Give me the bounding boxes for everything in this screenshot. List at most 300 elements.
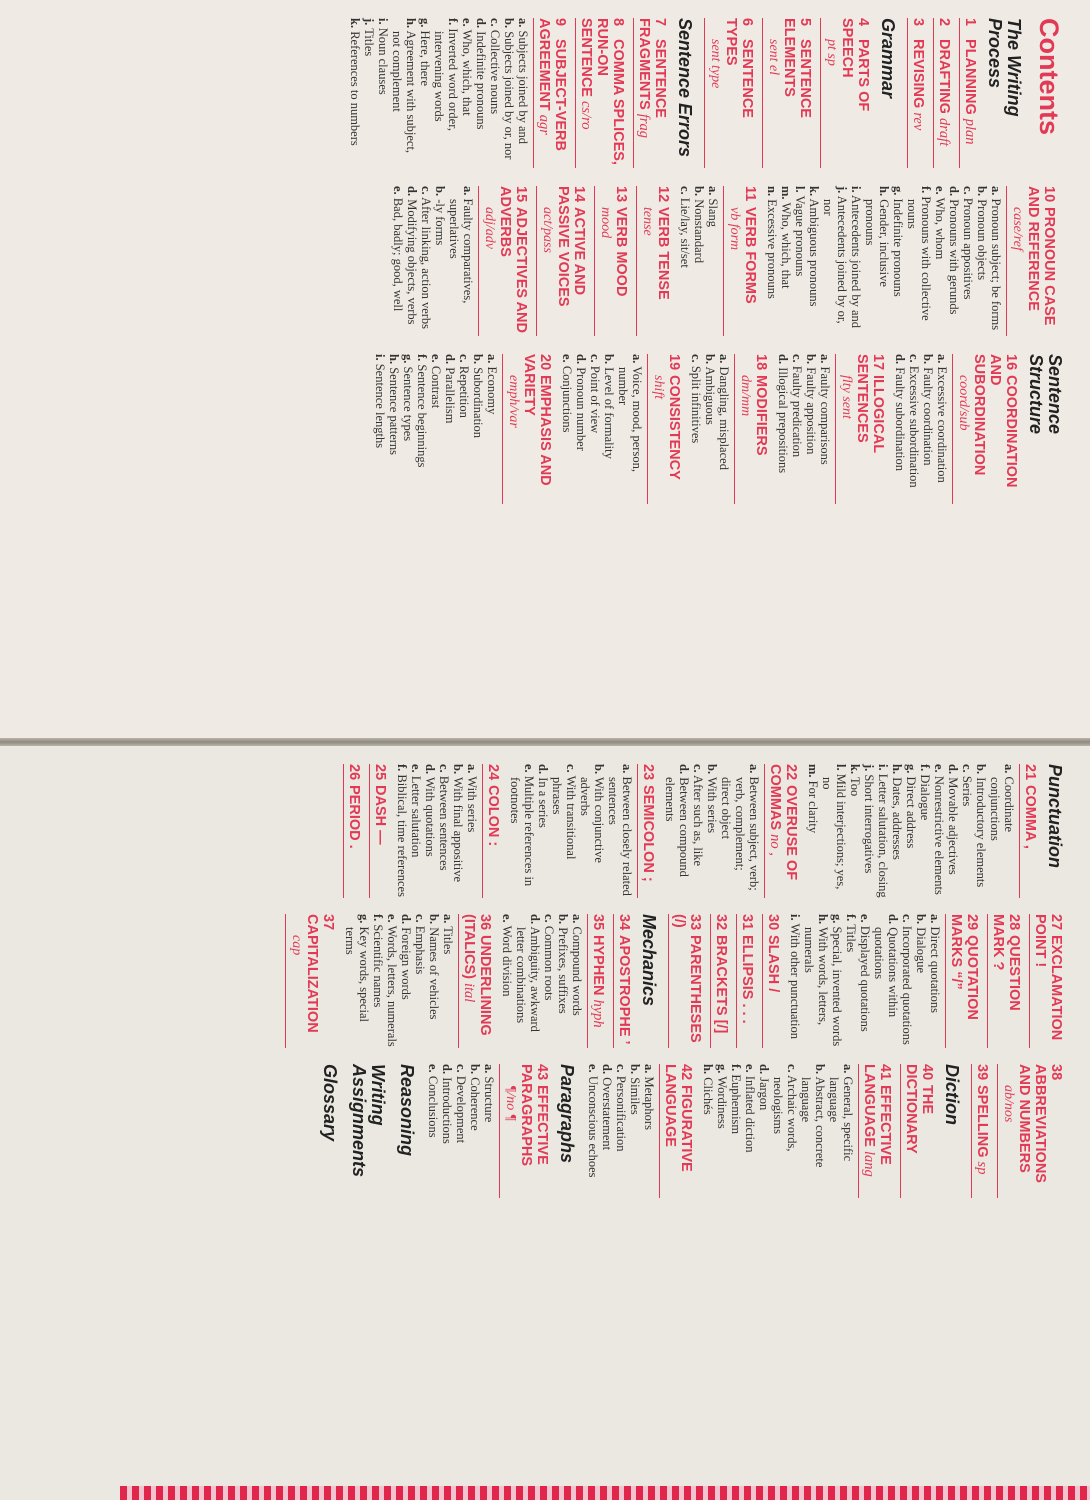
section-29-quotation-marks[interactable]: 29QUOTATION MARKS “/” (945, 914, 980, 1048)
subsection-letter: f. (844, 914, 858, 922)
section-35-hyphen[interactable]: 35HYPHEN hyph (587, 914, 606, 1048)
subsection-item[interactable] (348, 18, 362, 168)
subsection-text: Dialogue (914, 927, 928, 974)
subsection-letter: i. (849, 186, 863, 193)
section-34-apostrophe[interactable]: 34APOSTROPHE ’ (613, 914, 632, 1048)
subsection-item[interactable] (890, 764, 904, 898)
subsection-item[interactable] (433, 186, 447, 336)
subsection-list (678, 186, 720, 336)
subsection-letter: b. (471, 354, 485, 365)
subsection-letter: b. (592, 764, 606, 775)
subsection-item[interactable] (409, 764, 423, 898)
section-26-period[interactable]: 26PERIOD . (343, 764, 362, 898)
subsection-item[interactable] (793, 186, 807, 336)
subsection-letter: b. (914, 914, 928, 925)
subsection-item[interactable] (743, 1064, 757, 1198)
subsection-item[interactable] (933, 186, 947, 336)
subsection-item[interactable] (790, 354, 804, 504)
subsection-text: Sentence patterns (387, 367, 401, 456)
subsection-letter: a. (570, 914, 584, 924)
subsection-item[interactable] (706, 186, 720, 336)
subsection-letter: b. (451, 764, 465, 775)
subsection-text: With transitional phrases (550, 775, 578, 860)
subsection-item[interactable] (570, 914, 584, 1048)
subsection-letter: c. (437, 764, 451, 773)
subsection-item[interactable] (975, 186, 989, 336)
subsection-item[interactable] (451, 764, 465, 898)
subsection-item[interactable] (387, 354, 401, 504)
section-32-brackets[interactable]: 32BRACKETS [/] (710, 914, 729, 1048)
section-1-planning[interactable]: 1PLANNING plan (959, 18, 978, 168)
subsection-item[interactable] (385, 914, 399, 1048)
subsection-text: Between compound elements (663, 777, 691, 877)
subsection-item[interactable] (432, 18, 460, 168)
subsection-text: Faulty comparisons (818, 366, 832, 465)
subsection-item[interactable] (578, 764, 606, 898)
subsection-text: Overstatement (600, 1077, 614, 1151)
subsection-letter: d. (757, 1064, 771, 1075)
contents-column-6 (18, 1064, 1064, 1198)
section-4-parts-of-speech[interactable]: 4PARTS OF SPEECH pt sp (820, 18, 871, 168)
section-abbr: case/ref (1010, 207, 1025, 251)
subsection-item[interactable] (799, 1064, 827, 1198)
subsection-letter: e. (385, 914, 399, 923)
section-8-comma-splices[interactable]: 8COMMA SPLICES, RUN-ON SENTENCE cs/ro (575, 18, 626, 168)
subsection-letter: c. (691, 764, 705, 773)
section-abbr: dm/mm (738, 375, 753, 417)
subsection-text: Here, there (418, 30, 432, 87)
section-7-sentence-fragments[interactable]: 7SENTENCE FRAGMENTS frag (633, 18, 668, 168)
subsection-item[interactable] (947, 186, 961, 336)
section-20-emphasis-variety[interactable]: 20EMPHASIS AND VARIETY emph/var (502, 354, 553, 504)
subsection-item[interactable] (900, 914, 914, 1048)
section-37-capitalization[interactable]: 37CAPITALIZATION cap (285, 914, 336, 1048)
subsection-text: Compound words (570, 926, 584, 1016)
subsection-letter: d. (600, 1064, 614, 1075)
section-27-exclamation-point[interactable]: 27EXCLAMATION POINT ! (1029, 914, 1064, 1048)
subsection-text: Movable adjectives (946, 777, 960, 875)
section-28-question-mark[interactable]: 28QUESTION MARK ? (987, 914, 1022, 1048)
subsection-letter: g. (715, 1064, 729, 1074)
section-17-illogical-sentences[interactable]: 17ILLOGICAL SENTENCES flty sent (835, 354, 886, 504)
section-38-abbreviations-numbers[interactable]: 38ABBREVIATIONS AND NUMBERS ab/nos (997, 1064, 1064, 1198)
subsection-letter: c. (419, 186, 433, 195)
subsection-text: Indefinite pronouns (474, 31, 488, 130)
subsection-item[interactable] (872, 914, 900, 1048)
subsection-item[interactable] (932, 764, 946, 898)
subsection-item[interactable] (863, 186, 891, 336)
subsection-text: Foreign words (399, 927, 413, 1000)
subsection-item[interactable] (642, 1064, 656, 1198)
subsection-text: Pronoun objects (975, 199, 989, 281)
subsection-letter: g. (830, 914, 844, 924)
section-18-modifiers[interactable]: 18MODIFIERS dm/mm (734, 354, 769, 504)
subsection-item[interactable] (560, 354, 574, 504)
subsection-letter: a. (441, 914, 455, 924)
subsection-item[interactable] (788, 914, 802, 1048)
subsection-item[interactable] (935, 354, 949, 504)
subsection-letter: a. (482, 1064, 496, 1074)
subsection-letter: d. (399, 914, 413, 925)
subsection-text: Titles (844, 924, 858, 953)
section-abbr: sent type (708, 39, 723, 89)
subsection-letter: b. (468, 1064, 482, 1075)
subsection-item[interactable] (914, 914, 928, 1048)
subsection-letter: c. (907, 354, 921, 363)
subsection-text: Titles (362, 28, 376, 57)
section-6-sentence-types[interactable]: 6SENTENCE TYPES sent type (704, 18, 755, 168)
subsection-list (508, 764, 634, 898)
subsection-text: Euphemism (729, 1074, 743, 1135)
subsection-item[interactable] (405, 186, 419, 336)
subsection-letter: k. (848, 764, 862, 775)
subsection-item[interactable] (376, 18, 390, 168)
subsection-letter: d. (474, 18, 488, 29)
subsection-text: Bad, badly; good, well (391, 197, 405, 312)
subsection-text: After such as, like (691, 775, 705, 867)
subsection-item[interactable] (961, 186, 975, 336)
subsection-item[interactable] (516, 18, 530, 168)
section-11-verb-forms[interactable]: 11VERB FORMS vb form (723, 186, 758, 336)
subsection-letter: d. (443, 354, 457, 365)
subsection-item[interactable] (471, 354, 485, 504)
subsection-item[interactable] (918, 764, 932, 898)
subsection-item[interactable] (905, 186, 933, 336)
subsection-item[interactable] (419, 186, 433, 336)
section-abbr: ’ (616, 1040, 632, 1045)
subsection-item[interactable] (418, 18, 432, 168)
subsection-item[interactable] (413, 914, 427, 1048)
subsection-text: Agreement with subject, not complement (390, 30, 418, 154)
subsection-item[interactable] (989, 186, 1003, 336)
subsection-letter: c. (454, 1064, 468, 1073)
section-14-active-passive[interactable]: 14ACTIVE AND PASSIVE VOICES act/pass (536, 186, 587, 336)
subsection-letter: h. (877, 186, 891, 197)
section-21-comma[interactable]: 21COMMA , (1019, 764, 1038, 898)
subsection-item[interactable] (391, 186, 405, 336)
subsection-letter: g. (418, 18, 432, 28)
subsection-item[interactable] (848, 764, 862, 898)
subsection-item[interactable] (876, 764, 890, 898)
section-31-ellipsis[interactable]: 31ELLIPSIS . . . (736, 914, 755, 1048)
subsection-letter: g. (401, 354, 415, 364)
subsection-item[interactable] (427, 914, 441, 1048)
subsection-item[interactable] (447, 186, 475, 336)
subsection-item[interactable] (907, 354, 921, 504)
subsection-item[interactable] (858, 914, 872, 1048)
subsection-text: With series (705, 776, 719, 834)
subsection-item[interactable] (691, 764, 705, 898)
subsection-item[interactable] (771, 1064, 799, 1198)
subsection-item[interactable] (485, 354, 499, 504)
subsection-item[interactable] (862, 764, 876, 898)
section-23-semicolon[interactable]: 23SEMICOLON ; (637, 764, 656, 898)
subsection-item[interactable] (371, 914, 385, 1048)
subsection-text: Words, letters, numerals (385, 925, 399, 1047)
subsection-item[interactable] (482, 1064, 496, 1198)
subsection-letter: a. (935, 354, 949, 364)
subsection-item[interactable] (536, 764, 550, 898)
subsection-item[interactable] (960, 764, 974, 898)
subsection-letter: h. (404, 18, 418, 29)
subsection-letter: g. (891, 186, 905, 196)
subsection-text: Emphasis (413, 925, 427, 975)
subsection-item[interactable] (429, 354, 443, 504)
subsection-item[interactable] (729, 1064, 743, 1198)
section-15-adjectives-adverbs[interactable]: 15ADJECTIVES AND ADVERBS adj/adv (478, 186, 529, 336)
subsection-item[interactable] (715, 1064, 729, 1198)
subsection-list (788, 914, 942, 1048)
subsection-text: Faulty coordination (921, 367, 935, 466)
section-abbr: sent el (766, 39, 781, 76)
subsection-item[interactable] (818, 354, 832, 504)
subsection-item[interactable] (974, 764, 988, 898)
subsection-text: Short interrogatives (862, 774, 876, 874)
subsection-letter: b. (975, 186, 989, 197)
subsection-text: -ly forms (433, 199, 447, 246)
subsection-letter: a. (989, 186, 1003, 196)
contents-column-4 (18, 764, 1064, 898)
subsection-item[interactable] (928, 914, 942, 1048)
section-abbr: . (346, 844, 362, 849)
subsection-item[interactable] (779, 186, 793, 336)
subsection-letter: e. (933, 186, 947, 195)
subsection-text: Slang (706, 198, 720, 227)
subsection-letter: f. (395, 764, 409, 772)
section-19-consistency[interactable]: 19CONSISTENCY shift (647, 354, 682, 504)
subsection-item[interactable] (765, 186, 779, 336)
subsection-text: Modifying objects, verbs (405, 199, 419, 325)
subsection-letter: h. (701, 1064, 715, 1075)
subsection-item[interactable] (614, 1064, 628, 1198)
section-abbr: shift (651, 375, 666, 400)
section-abbr: act/pass (540, 207, 555, 253)
subsection-text: Letter salutation, closing (876, 773, 890, 898)
subsection-item[interactable] (830, 914, 844, 1048)
subsection-text: Pronoun subject; be forms (989, 198, 1003, 331)
subsection-item[interactable] (588, 354, 602, 504)
subsection-letter: m. (806, 764, 820, 778)
subsection-item[interactable] (606, 764, 634, 898)
subsection-item[interactable] (802, 914, 830, 1048)
subsection-item[interactable] (586, 1064, 600, 1198)
section-25-dash[interactable]: 25DASH — (369, 764, 388, 898)
subsection-letter: a. (928, 914, 942, 924)
section-40-the-dictionary[interactable]: 40THE DICTIONARY (900, 1064, 935, 1198)
subsection-text: Antecedents joined by and (849, 195, 863, 328)
subsection-text: Introductions (440, 1077, 454, 1144)
section-abbr: flty sent (839, 375, 854, 419)
subsection-item[interactable] (600, 1064, 614, 1198)
subsection-item[interactable] (705, 764, 719, 898)
section-16-coordination[interactable]: 16COORDINATION AND SUBORDINATION coord/sub (952, 354, 1019, 504)
subsection-letter: k. (807, 186, 821, 197)
subsection-item[interactable] (616, 354, 644, 504)
section-22-overuse-of-commas[interactable]: 22OVERUSE OF COMMAS no , (764, 764, 799, 898)
subsection-item[interactable] (343, 914, 371, 1048)
subsection-item[interactable] (703, 354, 717, 504)
subsection-item[interactable] (776, 354, 790, 504)
subsection-text: Similes (628, 1077, 642, 1115)
subsection-item[interactable] (717, 354, 731, 504)
subsection-text: Coordinate conjunctions (988, 776, 1016, 841)
subsection-item[interactable] (500, 914, 514, 1048)
subsection-letter: f. (919, 186, 933, 194)
section-9-subject-verb-agreement[interactable]: 9SUBJECT-VERB AGREEMENT agr (533, 18, 568, 168)
subsection-item[interactable] (550, 764, 578, 898)
subsection-letter: e. (429, 354, 443, 363)
subsection-item[interactable] (820, 764, 848, 898)
subsection-item[interactable] (574, 354, 588, 504)
subsection-item[interactable] (804, 354, 818, 504)
section-2-drafting[interactable]: 2DRAFTING draft (933, 18, 952, 168)
subsection-item[interactable] (757, 1064, 771, 1198)
subsection-text: Abstract, concrete language (799, 1076, 827, 1168)
subsection-item[interactable] (827, 1064, 855, 1198)
subsection-text: Ambiguous (703, 366, 717, 425)
section-13-verb-mood[interactable]: 13VERB MOOD mood (594, 186, 629, 336)
subsection-letter: b. (433, 186, 447, 197)
subsection-item[interactable] (426, 1064, 440, 1198)
section-39-spelling[interactable]: 39SPELLING sp (971, 1064, 990, 1198)
subsection-item[interactable] (399, 914, 413, 1048)
subsection-text: Introductory elements (974, 777, 988, 888)
subsection-item[interactable] (390, 18, 418, 168)
subsection-item[interactable] (465, 764, 479, 898)
subsection-text: Direct address (904, 776, 918, 849)
subsection-text: With other punctuation (788, 923, 802, 1039)
section-3-revising[interactable]: 3REVISING rev (907, 18, 926, 168)
subsection-text: Faulty subordination (893, 367, 907, 472)
subsection-text: Titles (441, 926, 455, 955)
subsection-text: Wordiness (715, 1076, 729, 1129)
subsection-text: With final appositive (451, 776, 465, 883)
subsection-item[interactable] (514, 914, 542, 1048)
subsection-item[interactable] (415, 354, 429, 504)
part-heading-paragraphs: Paragraphs (557, 1064, 577, 1164)
subsection-item[interactable] (921, 354, 935, 504)
subsection-item[interactable] (457, 354, 471, 504)
subsection-item[interactable] (701, 1064, 715, 1198)
subsection-letter: h. (816, 914, 830, 925)
subsection-text: Multiple references in footnotes (508, 775, 536, 887)
subsection-text: Coherence (468, 1077, 482, 1131)
subsection-letter: c. (790, 354, 804, 363)
subsection-item[interactable] (821, 186, 849, 336)
section-33-parentheses[interactable]: 33PARENTHESES (/) (668, 914, 703, 1048)
subsection-item[interactable] (628, 1064, 642, 1198)
subsection-item[interactable] (395, 764, 409, 898)
subsection-text: References to numbers (348, 31, 362, 146)
subsection-text: Nonrestrictive elements (932, 775, 946, 895)
subsection-item[interactable] (988, 764, 1016, 898)
section-24-colon[interactable]: 24COLON : (482, 764, 501, 898)
subsection-text: Jargon (757, 1077, 771, 1111)
subsection-text: Parallelism (443, 367, 457, 424)
subsection-item[interactable] (807, 186, 821, 336)
subsection-item[interactable] (401, 354, 415, 504)
section-5-sentence-elements[interactable]: 5SENTENCE ELEMENTS sent el (762, 18, 813, 168)
section-41-effective-language[interactable]: 41EFFECTIVE LANGUAGE lang (858, 1064, 893, 1198)
section-36-underlining[interactable]: 36UNDERLINING (ITALICS) ital (458, 914, 493, 1048)
subsection-item[interactable] (663, 764, 691, 898)
subsection-item[interactable] (437, 764, 451, 898)
subsection-text: Letter salutation (409, 775, 423, 858)
subsection-item[interactable] (441, 914, 455, 1048)
subsection-text: Illogical prepositions (776, 367, 790, 474)
subsection-item[interactable] (454, 1064, 468, 1198)
subsection-item[interactable] (806, 764, 820, 898)
contents-column-3 (18, 354, 1064, 504)
subsection-text: Subordination (471, 367, 485, 439)
subsection-letter: e. (391, 186, 405, 195)
subsection-item[interactable] (362, 18, 376, 168)
subsection-letter: d. (677, 764, 691, 775)
subsection-item[interactable] (488, 18, 502, 168)
section-abbr: (/) (671, 914, 687, 928)
subsection-item[interactable] (373, 354, 387, 504)
subsection-item[interactable] (474, 18, 488, 168)
subsection-letter: e. (409, 764, 423, 773)
subsection-text: Prefixes, suffixes (556, 927, 570, 1014)
subsection-item[interactable] (692, 186, 706, 336)
subsection-letter: a. (717, 354, 731, 364)
subsection-item[interactable] (891, 186, 905, 336)
subsection-item[interactable] (542, 914, 556, 1048)
section-12-verb-tense[interactable]: 12VERB TENSE tense (636, 186, 671, 336)
subsection-item[interactable] (468, 1064, 482, 1198)
section-abbr: adj/adv (482, 207, 497, 249)
subsection-item[interactable] (689, 354, 703, 504)
subsection-text: Sentence types (401, 366, 415, 442)
subsection-item[interactable] (844, 914, 858, 1048)
section-30-slash[interactable]: 30SLASH / (762, 914, 781, 1048)
subsection-text: Subjects joined by or, nor (502, 31, 516, 160)
subsection-item[interactable] (602, 354, 616, 504)
subsection-item[interactable] (946, 764, 960, 898)
subsection-text: Noun clauses (376, 27, 390, 95)
subsection-item[interactable] (849, 186, 863, 336)
subsection-item[interactable] (502, 18, 516, 168)
section-43-effective-paragraphs[interactable]: 43EFFECTIVE PARAGRAPHS ¶/no ¶ (499, 1064, 550, 1198)
section-abbr: pt sp (824, 39, 839, 66)
section-42-figurative-language[interactable]: 42FIGURATIVE LANGUAGE (659, 1064, 694, 1198)
section-10-pronoun-case[interactable]: 10PRONOUN CASE AND REFERENCE case/ref (1006, 186, 1057, 336)
subsection-list (500, 914, 584, 1048)
subsection-item[interactable] (556, 914, 570, 1048)
subsection-letter: b. (427, 914, 441, 925)
subsection-item[interactable] (904, 764, 918, 898)
subsection-item[interactable] (443, 354, 457, 504)
subsection-item[interactable] (423, 764, 437, 898)
subsection-letter: d. (574, 354, 588, 365)
subsection-text: Dates, addresses (890, 777, 904, 860)
subsection-letter: j. (362, 18, 376, 26)
subsection-text: Development (454, 1075, 468, 1144)
subsection-letter: c. (689, 354, 703, 363)
subsection-item[interactable] (719, 764, 761, 898)
subsection-item[interactable] (893, 354, 907, 504)
subsection-text: Biblical, time references (395, 774, 409, 897)
subsection-item[interactable] (508, 764, 536, 898)
subsection-item[interactable] (440, 1064, 454, 1198)
subsection-letter: a. (642, 1064, 656, 1074)
subsection-letter: f. (446, 18, 460, 26)
subsection-item[interactable] (460, 18, 474, 168)
subsection-item[interactable] (678, 186, 692, 336)
section-abbr: . . . (739, 1003, 755, 1024)
subsection-text: Gender, inclusive pronouns (863, 199, 891, 287)
